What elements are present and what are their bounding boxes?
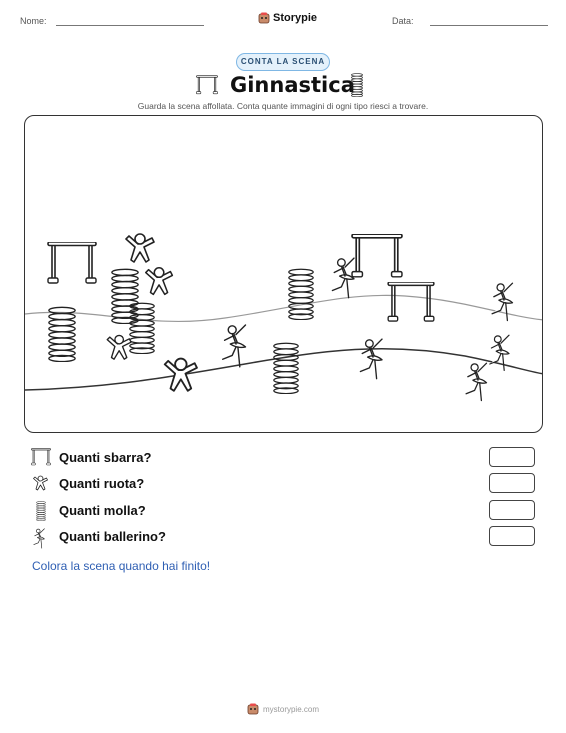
activity-badge: CONTA LA SCENA	[236, 53, 330, 71]
question-row	[31, 447, 536, 469]
question-row	[31, 473, 536, 495]
page-title: Ginnastica	[230, 73, 355, 97]
name-label: Nome:	[20, 16, 47, 26]
scene-dancer-1	[332, 258, 354, 298]
scene-spring-3	[49, 307, 75, 361]
scene-cartwheel-2	[146, 268, 173, 295]
color-instruction: Colora la scena quando hai finito!	[32, 559, 211, 573]
brand-name: Storypie	[273, 12, 318, 24]
scene-spring-2	[289, 269, 313, 319]
question-text: Quanti ruota?	[59, 476, 145, 491]
storypie-mascot-icon	[258, 12, 270, 24]
storypie-logo	[258, 12, 317, 24]
scene-spring-5	[274, 343, 298, 393]
scene-bar-1	[48, 242, 96, 283]
scene-drawing	[25, 116, 543, 433]
question-text: Quanti ballerino?	[59, 529, 166, 544]
dancer-icon	[31, 527, 49, 549]
storypie-mascot-icon	[247, 703, 259, 715]
cartwheel-icon	[31, 474, 51, 494]
scene-dancer-4	[360, 339, 382, 379]
scene-cartwheel-1	[126, 234, 154, 262]
scene-cartwheel-4	[165, 359, 197, 391]
spring-icon	[350, 73, 364, 97]
footer-brand	[0, 703, 566, 715]
name-line	[56, 25, 204, 26]
date-line	[430, 25, 548, 26]
bar-icon	[31, 448, 51, 466]
scene-bar-2	[352, 234, 402, 277]
title-row	[0, 72, 566, 100]
scene-illustration	[24, 115, 543, 433]
footer-url[interactable]: mystorypie.com	[262, 704, 319, 714]
header-row	[20, 12, 548, 28]
scene-dancer-3	[223, 325, 246, 367]
answer-box[interactable]	[489, 473, 535, 493]
scene-cartwheel-3	[107, 335, 131, 359]
answer-box[interactable]	[489, 447, 535, 467]
question-text: Quanti sbarra?	[59, 450, 152, 465]
question-row	[31, 526, 536, 548]
page-subtitle: Guarda la scena affollata. Conta quante immagini di ogni tipo riesci a trovare.	[137, 101, 429, 111]
answer-box[interactable]	[489, 526, 535, 546]
scene-bar-3	[388, 282, 434, 321]
scene-dancer-6	[466, 363, 486, 400]
date-label: Data:	[392, 16, 414, 26]
answer-box[interactable]	[489, 500, 535, 520]
bar-icon	[196, 75, 218, 95]
spring-icon	[33, 501, 49, 521]
question-row	[31, 500, 536, 522]
question-text: Quanti molla?	[59, 503, 146, 518]
scene-dancer-2	[492, 283, 512, 320]
